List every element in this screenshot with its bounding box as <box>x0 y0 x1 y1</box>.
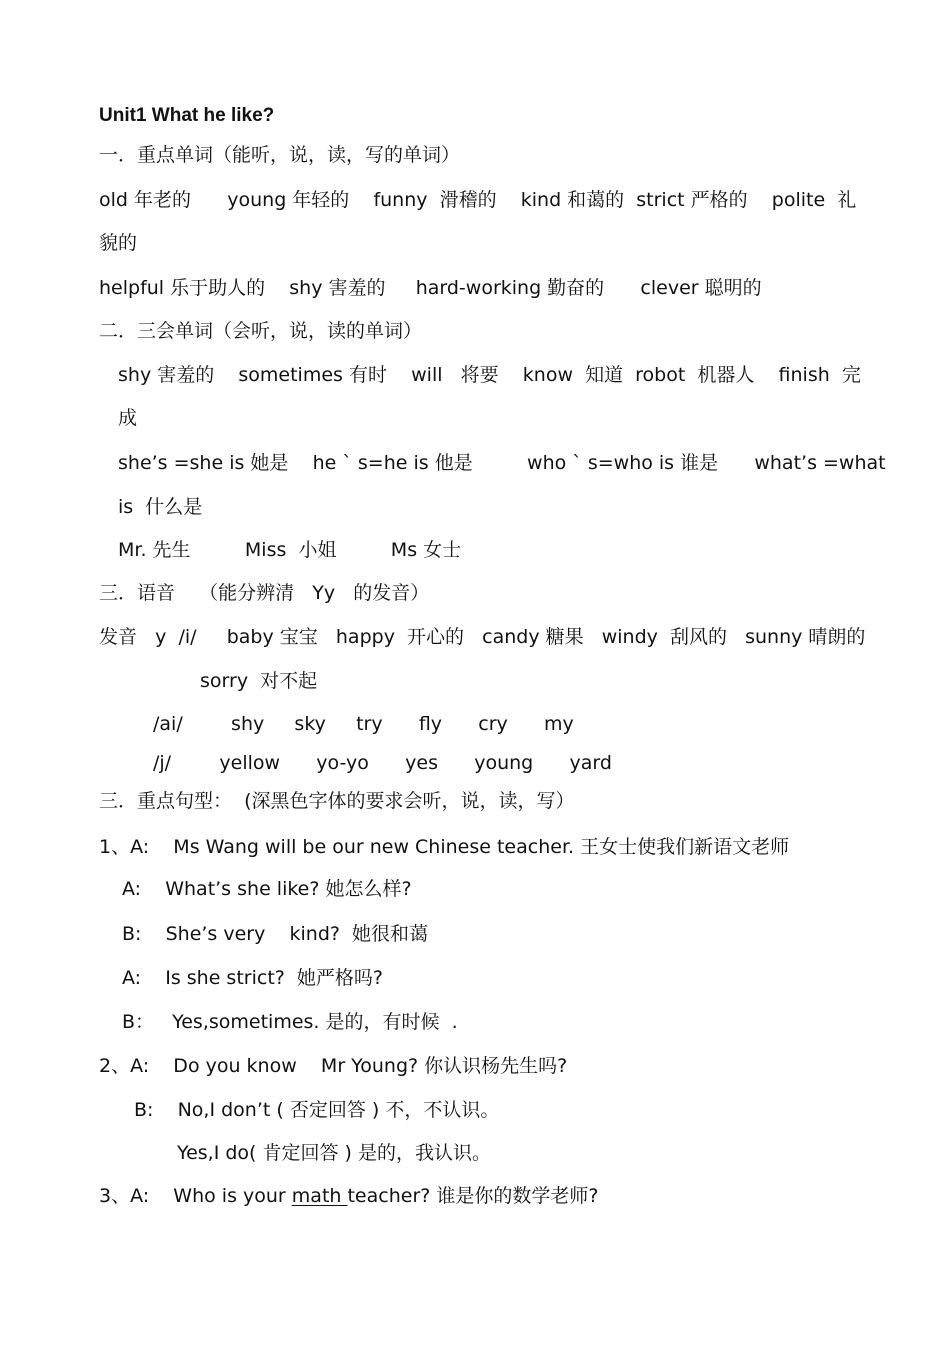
contraction-line-continued: is 什么是 <box>118 496 203 518</box>
page-title: Unit1 What he like? <box>99 105 275 126</box>
title-words-line: Mr. 先生 Miss 小姐 Ms 女士 <box>118 539 462 561</box>
vocab-line: shy 害羞的 sometimes 有时 will 将要 know 知道 robot 机器人 finish 完 <box>118 364 861 386</box>
underlined-word: math <box>291 1185 348 1207</box>
section-heading-three-skill-words: 二．三会单词（会听，说，读的单词） <box>99 320 423 342</box>
dialogue-line: 2、A: Do you know Mr Young? 你认识杨先生吗? <box>99 1055 568 1077</box>
dialogue-text: teacher? 谁是你的数学老师? <box>347 1185 599 1207</box>
phonics-line-j: /j/ yellow yo-yo yes young yard <box>153 752 612 774</box>
dialogue-line: B: No,I don’t ( 否定回答 ) 不，不认识。 <box>134 1099 500 1121</box>
section-heading-phonics: 三．语音 （能分辨清 Yy 的发音） <box>99 582 430 604</box>
section-heading-key-words: 一．重点单词（能听，说，读，写的单词） <box>99 144 461 166</box>
phonics-line: 发音 y /i/ baby 宝宝 happy 开心的 candy 糖果 windy 刮风的 sunny 晴朗的 <box>99 626 866 648</box>
dialogue-line: A: Is she strict? 她严格吗? <box>122 967 384 989</box>
phonics-line-ai: /ai/ shy sky try fly cry my <box>153 713 574 735</box>
contraction-line: she’s =she is 她是 he ` s=he is 他是 who ` s=who is 谁是 what’s =what <box>118 452 886 474</box>
vocab-line-continued: 成 <box>118 407 138 429</box>
section-heading-key-sentences: 三．重点句型： (深黑色字体的要求会听，说，读，写） <box>99 790 575 812</box>
dialogue-line: 1、A: Ms Wang will be our new Chinese teacher. 王女士使我们新语文老师 <box>99 836 790 858</box>
dialogue-text: 3、A: Who is your <box>99 1185 292 1207</box>
dialogue-line: A: What’s she like? 她怎么样? <box>122 878 412 900</box>
vocab-line: old 年老的 young 年轻的 funny 滑稽的 kind 和蔼的 strict 严格的 polite 礼 <box>99 189 857 211</box>
dialogue-line: B: She’s very kind? 她很和蔼 <box>122 923 429 945</box>
phonics-line-continued: sorry 对不起 <box>200 670 318 692</box>
vocab-line: helpful 乐于助人的 shy 害羞的 hard-working 勤奋的 clever 聪明的 <box>99 277 762 299</box>
dialogue-line: Yes,I do( 肯定回答 ) 是的，我认识。 <box>177 1142 491 1164</box>
vocab-line-continued: 貌的 <box>99 232 138 254</box>
dialogue-line <box>99 1184 598 1208</box>
dialogue-line: B： Yes,sometimes. 是的，有时候 . <box>122 1011 458 1033</box>
